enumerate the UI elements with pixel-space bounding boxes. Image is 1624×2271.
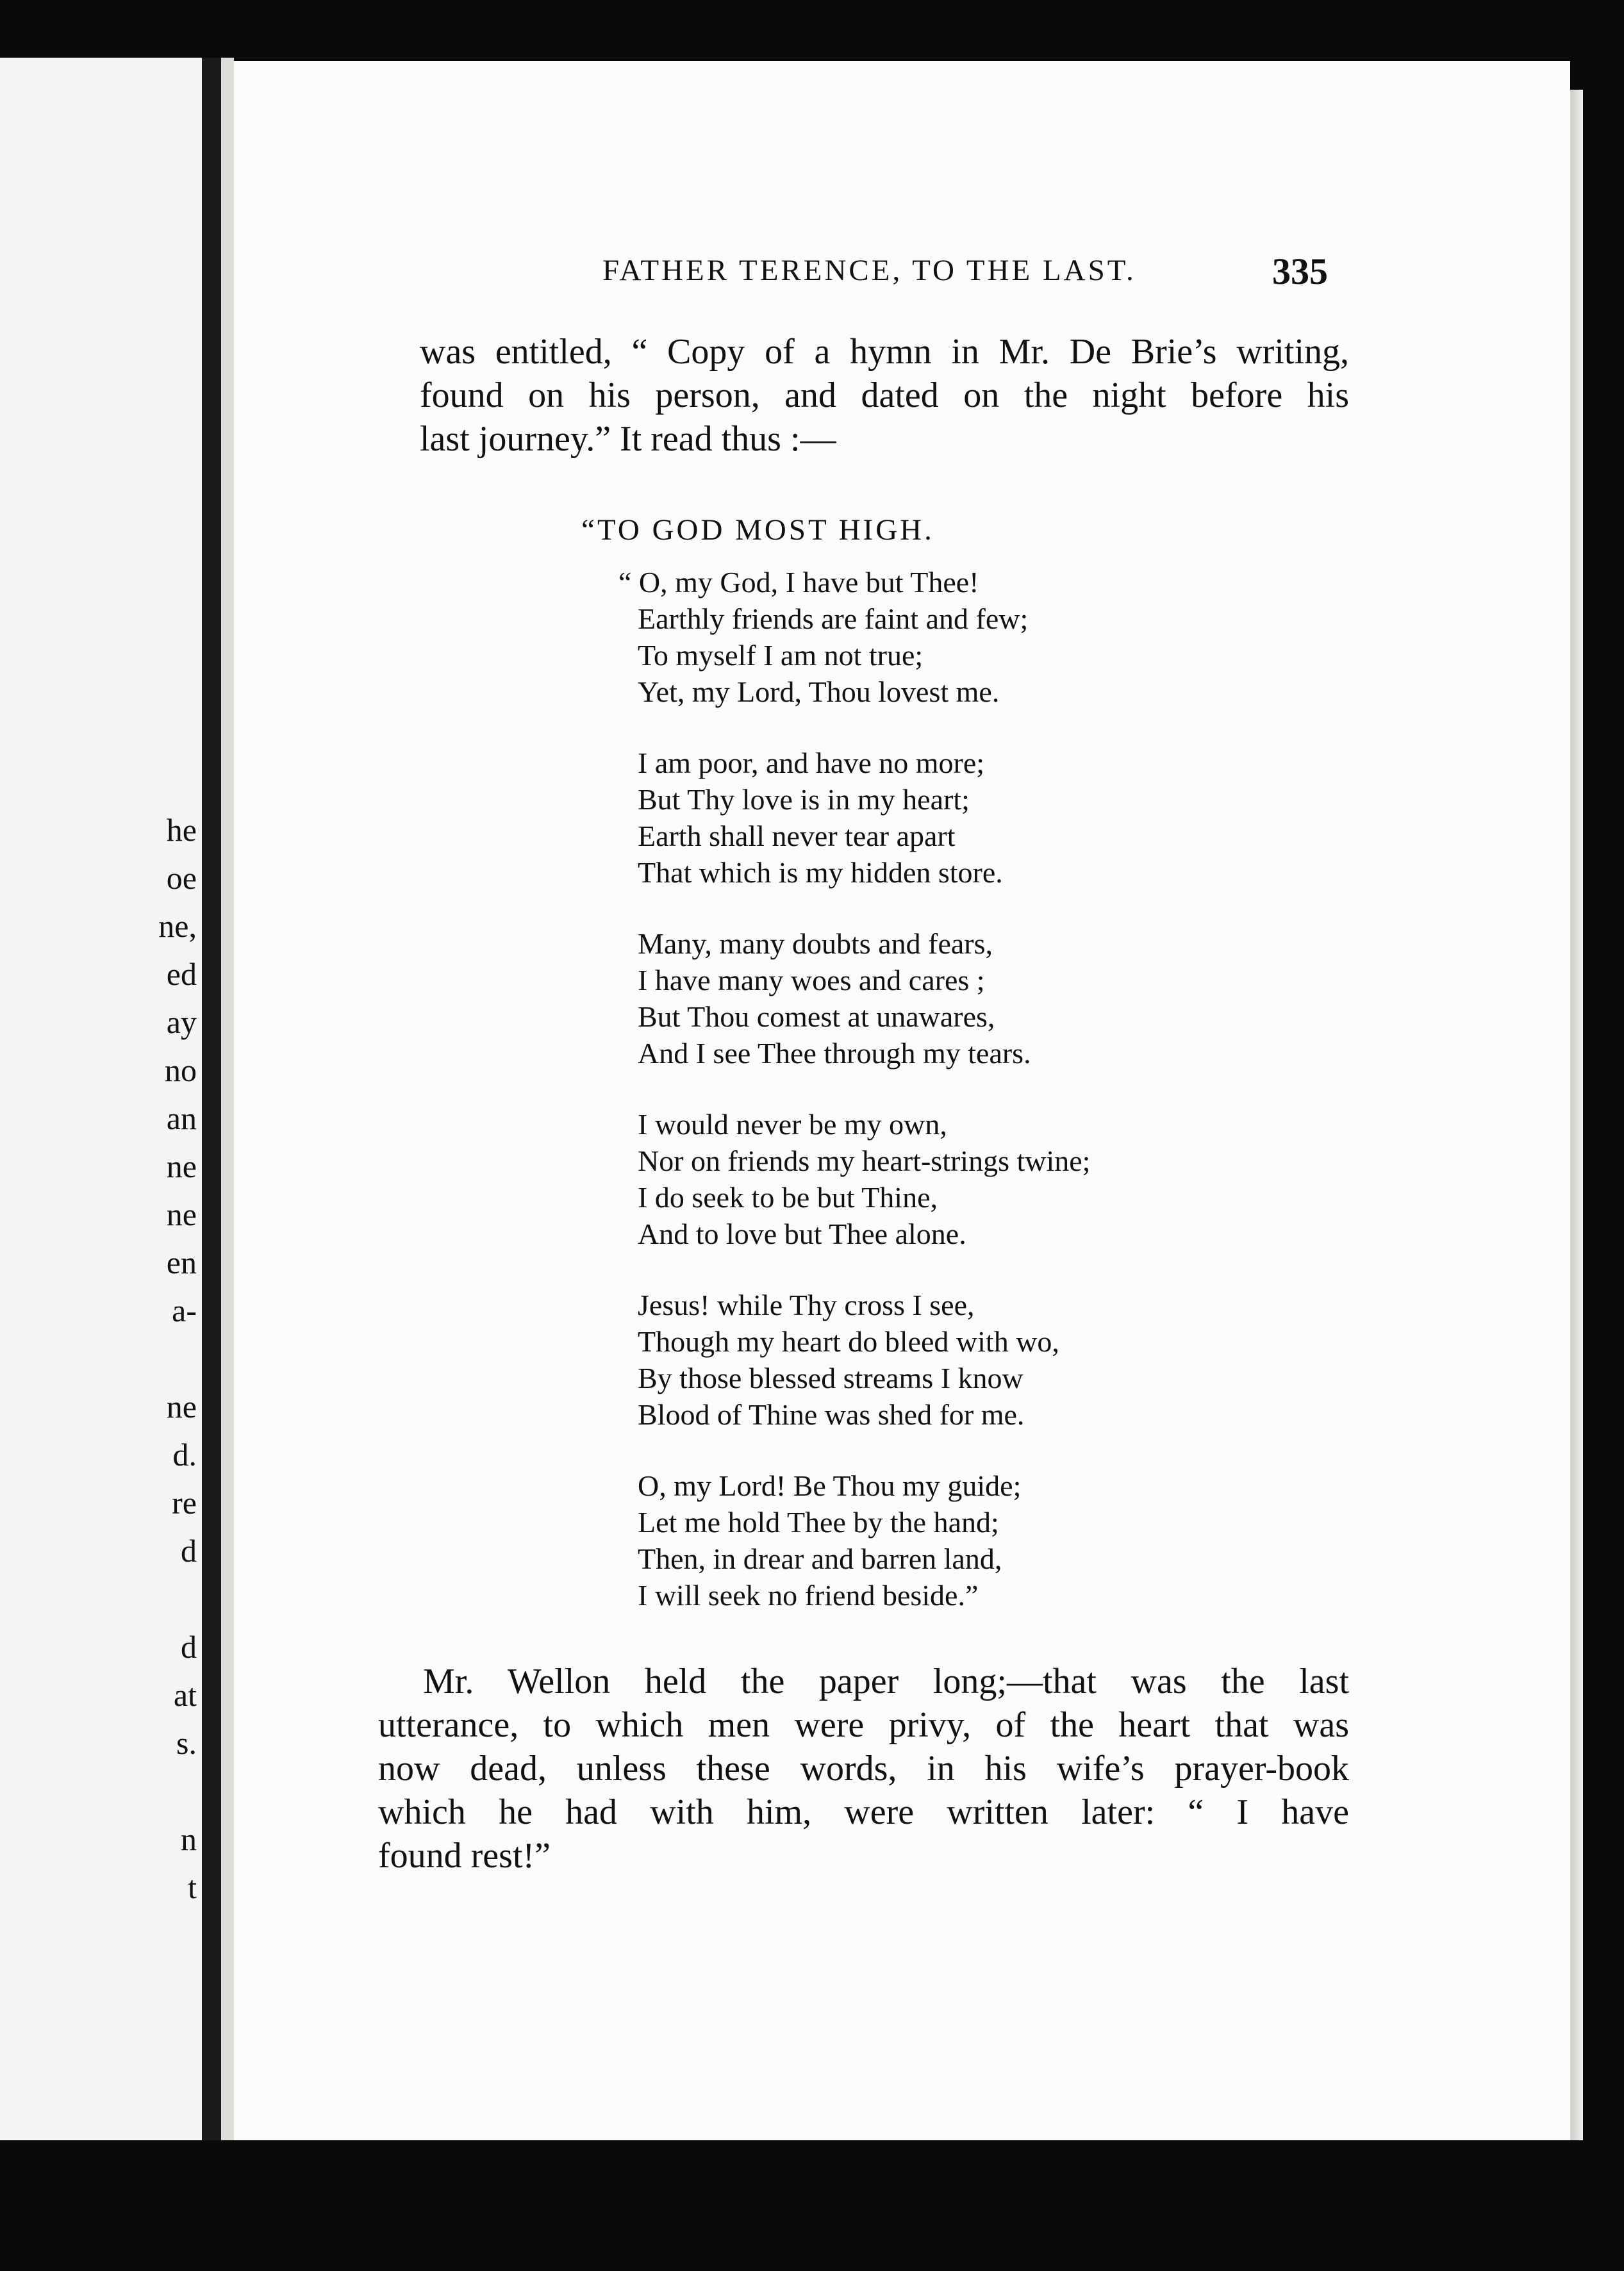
- poem-line: I would never be my own,: [638, 1108, 947, 1141]
- facing-page-fragment: oe: [166, 860, 197, 896]
- poem-line: Many, many doubts and fears,: [638, 927, 993, 960]
- facing-page-fragment: ne: [166, 1389, 197, 1425]
- poem-line: But Thy love is in my heart;: [638, 783, 970, 816]
- facing-page-fragment: re: [172, 1485, 197, 1521]
- poem-stanza: [618, 745, 1090, 891]
- poem-line: Earth shall never tear apart: [638, 820, 956, 852]
- poem-line: Yet, my Lord, Thou lovest me.: [638, 675, 1000, 708]
- poem-title: “TO GOD MOST HIGH.: [581, 513, 934, 547]
- poem-line: But Thou comest at unawares,: [638, 1000, 995, 1033]
- facing-page: [0, 58, 202, 2140]
- poem-line: That which is my hidden store.: [638, 856, 1003, 889]
- poem-line: And I see Thee through my tears.: [638, 1037, 1031, 1069]
- facing-page-fragment: t: [188, 1869, 197, 1905]
- gutter-shadow: [221, 58, 234, 2140]
- facing-page-fragment: d: [181, 1629, 197, 1665]
- facing-page-fragment: ne,: [158, 908, 197, 944]
- facing-page-fragment: ay: [166, 1004, 197, 1040]
- poem-line: Earthly friends are faint and few;: [638, 602, 1029, 635]
- book-page: [234, 61, 1570, 2140]
- facing-page-fragment: ed: [166, 956, 197, 992]
- text-line: which he had with him, were written later: “ I have: [378, 1792, 1349, 1832]
- poem-line: Blood of Thine was shed for me.: [638, 1398, 1025, 1431]
- text-line: found rest!”: [378, 1836, 551, 1876]
- facing-page-fragment: ne: [166, 1196, 197, 1232]
- poem-stanza: [618, 564, 1090, 710]
- closing-paragraph: [378, 1660, 1349, 1878]
- facing-page-fragment: en: [166, 1244, 197, 1280]
- poem-line: Let me hold Thee by the hand;: [638, 1506, 999, 1539]
- text-line: now dead, unless these words, in his wife’s prayer-book: [378, 1749, 1349, 1788]
- poem-line: O, my Lord! Be Thou my guide;: [638, 1469, 1022, 1502]
- poem-line: Though my heart do bleed with wo,: [638, 1325, 1059, 1358]
- poem-line: I will seek no friend beside.”: [638, 1579, 979, 1612]
- text-line: Mr. Wellon held the paper long;—that was the last: [423, 1662, 1349, 1701]
- facing-page-fragment: ne: [166, 1148, 197, 1184]
- facing-page-fragment: s.: [176, 1725, 197, 1761]
- facing-page-fragment: no: [165, 1052, 197, 1088]
- poem-line: To myself I am not true;: [638, 639, 924, 672]
- poem: [618, 564, 1090, 1648]
- facing-page-fragment: an: [166, 1100, 197, 1136]
- intro-paragraph: [420, 330, 1349, 461]
- text-line: was entitled, “ Copy of a hymn in Mr. De Brie’s writing,: [420, 332, 1349, 372]
- poem-line: I have many woes and cares ;: [638, 964, 985, 996]
- poem-line: I am poor, and have no more;: [638, 747, 985, 779]
- poem-stanza: [618, 1287, 1090, 1433]
- poem-stanza: [618, 1467, 1090, 1614]
- poem-line: “ O, my God, I have but Thee!: [618, 566, 979, 599]
- facing-page-fragment: d: [181, 1533, 197, 1569]
- poem-line: And to love but Thee alone.: [638, 1218, 966, 1250]
- facing-page-fragment: at: [173, 1677, 197, 1713]
- poem-line: Jesus! while Thy cross I see,: [638, 1289, 975, 1321]
- poem-line: Then, in drear and barren land,: [638, 1542, 1002, 1575]
- poem-stanza: [618, 1106, 1090, 1252]
- facing-page-fragment: d.: [172, 1437, 197, 1473]
- page-number: 335: [1272, 251, 1328, 292]
- facing-page-fragment: he: [166, 812, 197, 848]
- text-line: last journey.” It read thus :—: [420, 419, 836, 459]
- text-line: found on his person, and dated on the night before his: [420, 376, 1349, 415]
- running-title: FATHER TERENCE, TO THE LAST.: [602, 254, 1136, 287]
- poem-stanza: [618, 925, 1090, 1071]
- facing-page-fragment: a-: [172, 1292, 197, 1328]
- poem-line: I do seek to be but Thine,: [638, 1181, 938, 1214]
- poem-line: Nor on friends my heart-strings twine;: [638, 1144, 1091, 1177]
- text-line: utterance, to which men were privy, of the heart that was: [378, 1705, 1349, 1745]
- poem-line: By those blessed streams I know: [638, 1362, 1023, 1394]
- facing-page-fragment: n: [181, 1821, 197, 1857]
